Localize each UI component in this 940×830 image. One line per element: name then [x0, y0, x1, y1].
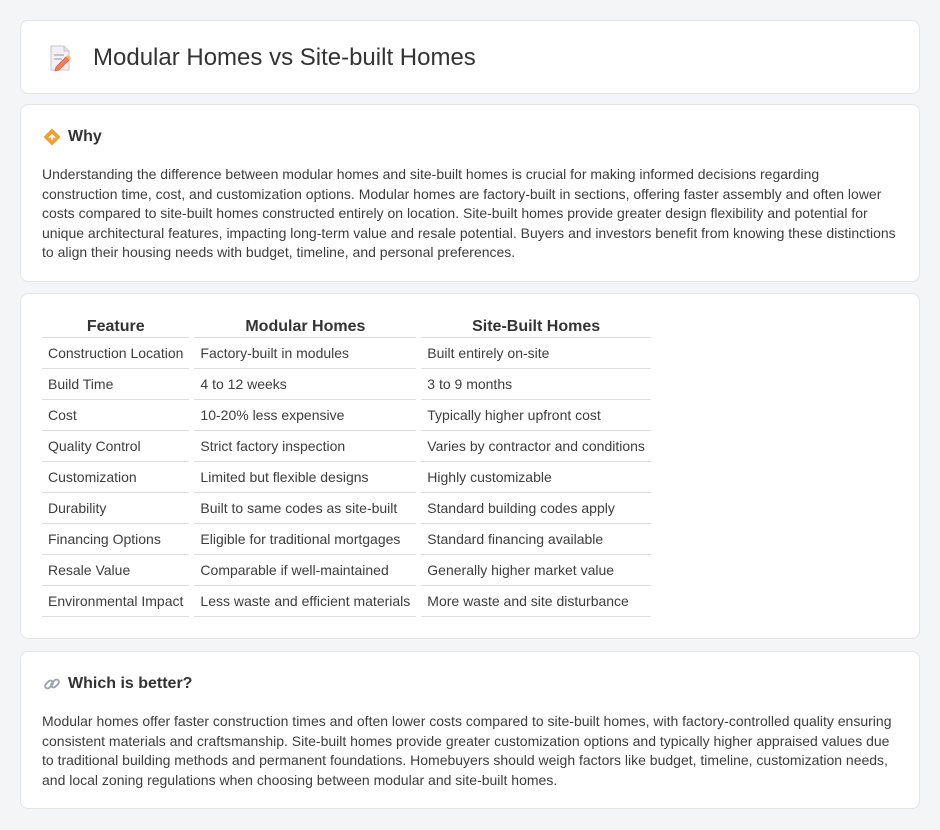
table-row [42, 493, 651, 524]
why-card [20, 104, 920, 282]
table-header-row [42, 316, 651, 338]
cell-site-built: Varies by contractor and conditions [421, 431, 651, 462]
cell-site-built: Standard financing available [421, 524, 651, 555]
diamond-signal-icon [43, 128, 61, 146]
cell-feature: Cost [42, 400, 189, 431]
cell-site-built: Standard building codes apply [421, 493, 651, 524]
header-modular: Modular Homes [194, 316, 416, 338]
header-feature: Feature [42, 316, 189, 338]
title-card [20, 20, 920, 94]
cell-feature: Financing Options [42, 524, 189, 555]
table-row [42, 369, 651, 400]
cell-modular: Limited but flexible designs [194, 462, 416, 493]
table-row [42, 400, 651, 431]
table-row [42, 338, 651, 369]
cell-site-built: More waste and site disturbance [421, 586, 651, 617]
link-icon [43, 675, 61, 693]
cell-feature: Construction Location [42, 338, 189, 369]
cell-feature: Durability [42, 493, 189, 524]
cell-modular: Strict factory inspection [194, 431, 416, 462]
table-row [42, 431, 651, 462]
why-heading: Why [68, 128, 102, 145]
cell-feature: Environmental Impact [42, 586, 189, 617]
cell-modular: Less waste and efficient materials [194, 586, 416, 617]
table-row [42, 586, 651, 617]
cell-feature: Resale Value [42, 555, 189, 586]
cell-site-built: Built entirely on-site [421, 338, 651, 369]
cell-feature: Build Time [42, 369, 189, 400]
better-text: Modular homes offer faster construction times and often lower costs compared to site-built homes, with factory-controlled quality ensuring consistent materials and craftsmanship. Site-built homes provide greater customization options and typically higher appraised values due to traditional building methods and permanent foundations. Homebuyers should weigh factors like budget, timeline, customization needs, and local zoning regulations when choosing between modular and site-built homes. [42, 713, 892, 788]
cell-site-built: Typically higher upfront cost [421, 400, 651, 431]
cell-site-built: 3 to 9 months [421, 369, 651, 400]
document-pencil-icon [47, 44, 73, 72]
why-text: Understanding the difference between modular homes and site-built homes is crucial for making informed decisions regarding construction time, cost, and customization options. Modular homes are factory-built in sections, offering faster assembly and often lower costs compared to site-built homes constructed entirely on location. Site-built homes provide greater design flexibility and potential for unique architectural features, impacting long-term value and resale potential. Buyers and investors benefit from knowing these distinctions to align their housing needs with budget, timeline, and personal preferences. [42, 166, 896, 261]
cell-modular: Built to same codes as site-built [194, 493, 416, 524]
cell-modular: Eligible for traditional mortgages [194, 524, 416, 555]
better-heading-row [43, 674, 192, 694]
cell-modular: Comparable if well-maintained [194, 555, 416, 586]
better-heading: Which is better? [68, 675, 193, 692]
table-row [42, 524, 651, 555]
comparison-table [37, 316, 656, 617]
comparison-card [20, 293, 920, 639]
cell-site-built: Generally higher market value [421, 555, 651, 586]
table-row [42, 462, 651, 493]
why-heading-row [43, 127, 102, 147]
title-row [47, 43, 476, 73]
cell-modular: 4 to 12 weeks [194, 369, 416, 400]
cell-modular: Factory-built in modules [194, 338, 416, 369]
cell-feature: Quality Control [42, 431, 189, 462]
which-better-card [20, 651, 920, 809]
cell-feature: Customization [42, 462, 189, 493]
cell-modular: 10-20% less expensive [194, 400, 416, 431]
header-site-built: Site-Built Homes [421, 316, 651, 338]
table-row [42, 555, 651, 586]
page-title: Modular Homes vs Site-built Homes [93, 44, 476, 71]
cell-site-built: Highly customizable [421, 462, 651, 493]
